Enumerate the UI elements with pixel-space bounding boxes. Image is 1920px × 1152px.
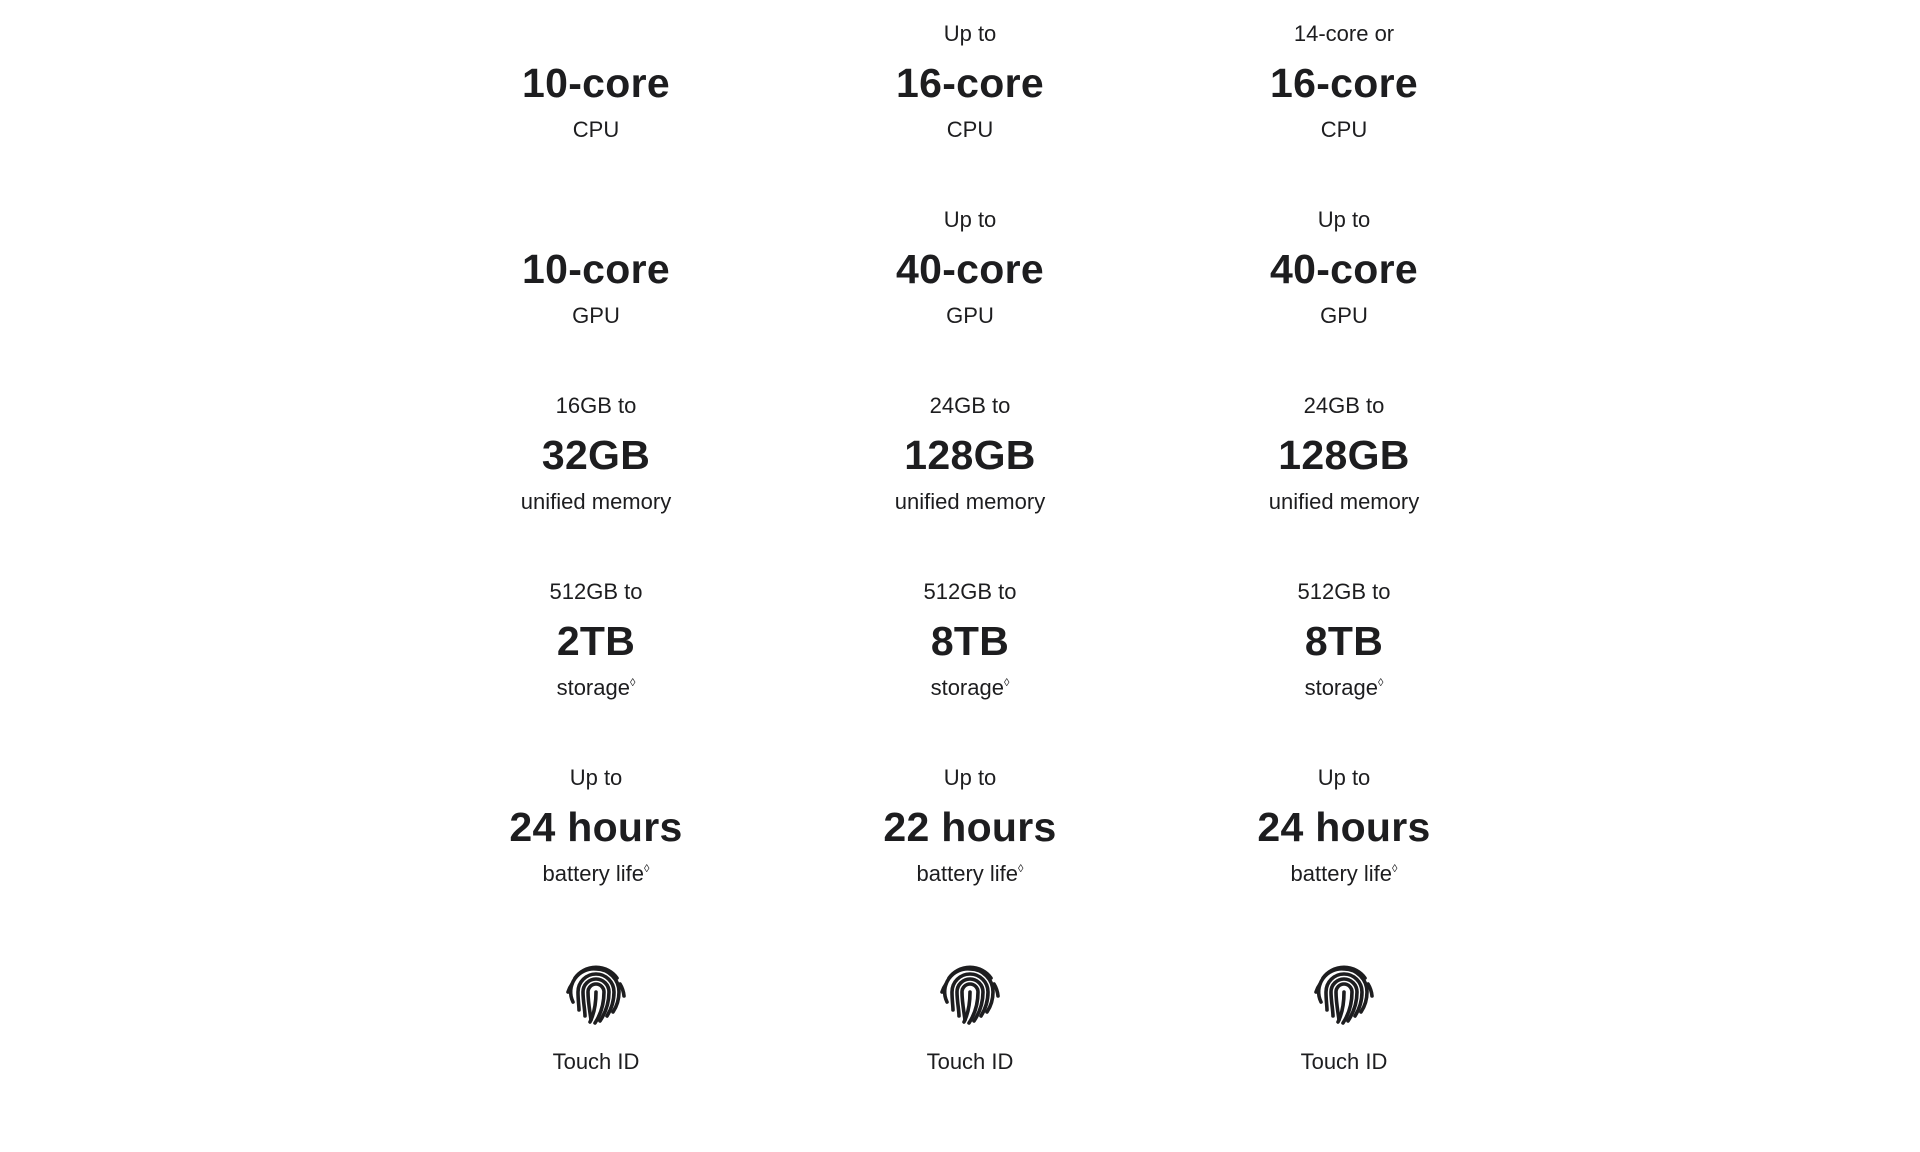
storage-footnote-mark[interactable]: ◊ (629, 677, 636, 689)
storage-label-line (790, 674, 1150, 702)
gpu-label: GPU (946, 303, 994, 328)
cpu-value: 16-core (1270, 60, 1418, 106)
memory-value: 32GB (541, 432, 651, 478)
gpu-prefix (416, 206, 776, 234)
storage-prefix: 512GB to (549, 579, 643, 604)
storage-footnote-mark[interactable]: ◊ (1377, 677, 1384, 689)
storage-label-line (1164, 674, 1524, 702)
memory-prefix: 24GB to (929, 393, 1011, 418)
battery-label: battery life (1290, 861, 1393, 886)
battery-label: battery life (542, 861, 645, 886)
battery-value: 24 hours (1257, 804, 1431, 850)
touch-id-label: Touch ID (552, 1049, 640, 1074)
battery-footnote-mark[interactable]: ◊ (1392, 863, 1398, 875)
cpu-value: 10-core (522, 60, 670, 106)
memory-label: unified memory (520, 489, 672, 514)
gpu-prefix: Up to (1317, 207, 1371, 232)
memory-prefix: 24GB to (1303, 393, 1385, 418)
gpu-label: GPU (1320, 303, 1368, 328)
memory-prefix: 16GB to (555, 393, 637, 418)
gpu-value: 40-core (1270, 246, 1418, 292)
cpu-label: CPU (572, 117, 620, 142)
storage-value: 2TB (556, 618, 636, 664)
cpu-value: 16-core (896, 60, 1044, 106)
cpu-label: CPU (946, 117, 994, 142)
memory-value: 128GB (1278, 432, 1410, 478)
touch-id-label: Touch ID (926, 1049, 1014, 1074)
battery-label-line (790, 860, 1150, 888)
storage-label-line (416, 674, 776, 702)
storage-label: storage (556, 675, 630, 700)
storage-value: 8TB (1304, 618, 1384, 664)
fingerprint-icon (1308, 956, 1380, 1028)
gpu-prefix: Up to (943, 207, 997, 232)
battery-label-line (1164, 860, 1524, 888)
storage-prefix: 512GB to (923, 579, 1017, 604)
battery-footnote-mark[interactable]: ◊ (1018, 863, 1024, 875)
battery-prefix: Up to (943, 765, 997, 790)
gpu-label: GPU (572, 303, 620, 328)
touch-id-label: Touch ID (1300, 1049, 1388, 1074)
memory-label: unified memory (894, 489, 1046, 514)
battery-value: 22 hours (883, 804, 1057, 850)
memory-label: unified memory (1268, 489, 1420, 514)
fingerprint-icon (560, 956, 632, 1028)
cpu-label: CPU (1320, 117, 1368, 142)
battery-prefix: Up to (1317, 765, 1371, 790)
gpu-value: 40-core (896, 246, 1044, 292)
storage-footnote-mark[interactable]: ◊ (1003, 677, 1010, 689)
battery-label: battery life (916, 861, 1019, 886)
cpu-prefix (416, 20, 776, 48)
gpu-value: 10-core (522, 246, 670, 292)
storage-prefix: 512GB to (1297, 579, 1391, 604)
battery-prefix: Up to (569, 765, 623, 790)
storage-label: storage (930, 675, 1004, 700)
cpu-prefix: Up to (943, 21, 997, 46)
fingerprint-icon (934, 956, 1006, 1028)
battery-label-line (416, 860, 776, 888)
storage-value: 8TB (930, 618, 1010, 664)
battery-value: 24 hours (509, 804, 683, 850)
memory-value: 128GB (904, 432, 1036, 478)
battery-footnote-mark[interactable]: ◊ (644, 863, 650, 875)
storage-label: storage (1304, 675, 1378, 700)
cpu-prefix: 14-core or (1293, 21, 1395, 46)
